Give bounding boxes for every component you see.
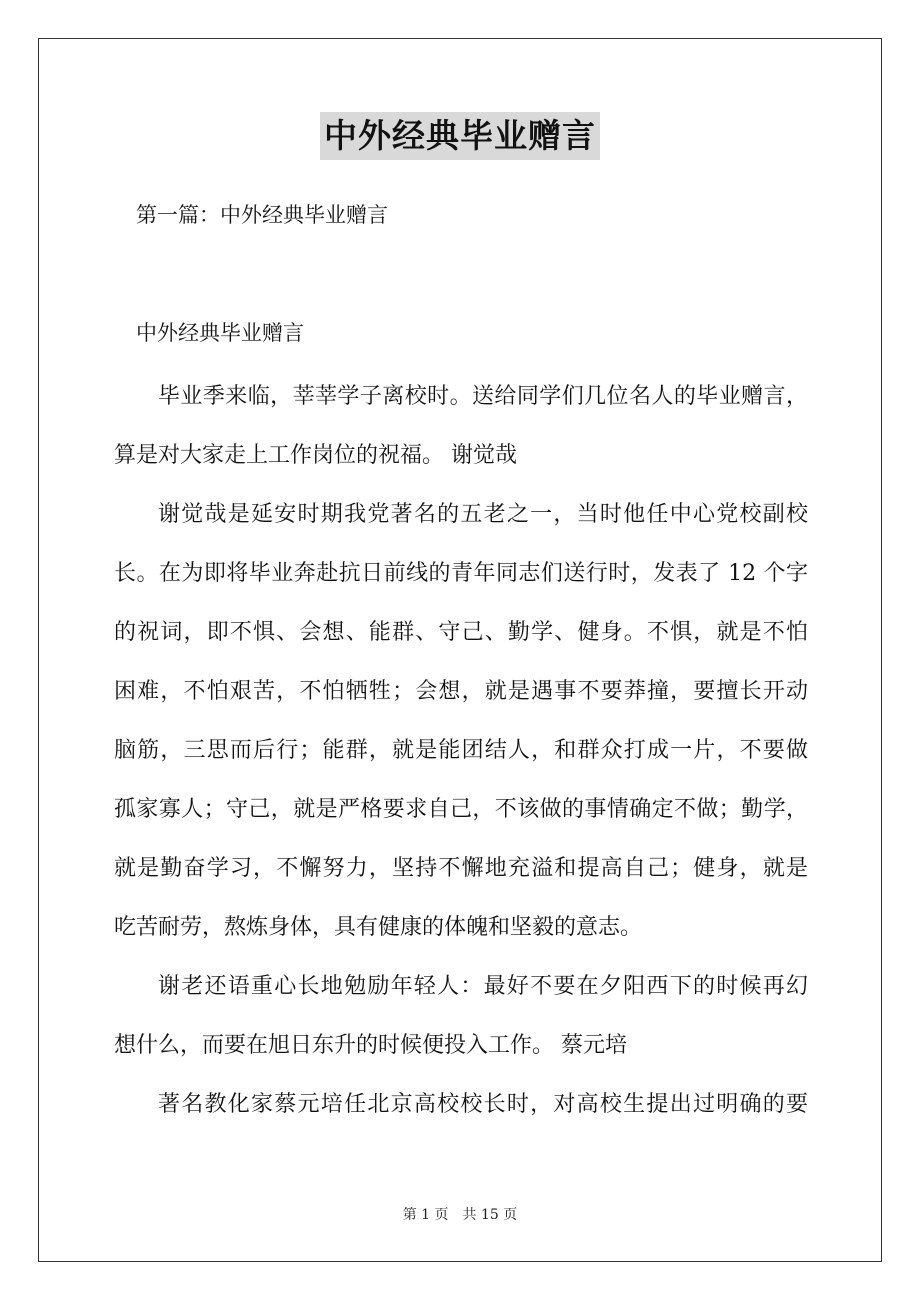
- paragraph-line: 想什么，而要在旭日东升的时候便投入工作。 蔡元培: [114, 1033, 627, 1058]
- paragraph: [114, 1082, 808, 1141]
- section-heading: 第一篇：中外经典毕业赠言: [136, 203, 388, 227]
- section-subtitle: 中外经典毕业赠言: [136, 321, 304, 345]
- paragraph-line: 孤家寡人；守己，就是严格要求自己，不该做的事情确定不做；勤学，: [114, 797, 808, 822]
- paragraph-line: 著名教化家蔡元培任北京高校校长时，对高校生提出过明确的要: [158, 1092, 808, 1117]
- paragraph-line: 的祝词，即不惧、会想、能群、守己、勤学、健身。不惧，就是不怕: [114, 620, 808, 645]
- paragraph-line: 算是对大家走上工作岗位的祝福。 谢觉哉: [114, 443, 517, 468]
- paragraph: [114, 492, 808, 964]
- paragraph-line: 就是勤奋学习，不懈努力，坚持不懈地充溢和提高自己；健身，就是: [114, 856, 808, 881]
- paragraph-line: 毕业季来临，莘莘学子离校时。送给同学们几位名人的毕业赠言，: [158, 384, 808, 409]
- paragraph-line: 脑筋，三思而后行；能群，就是能团结人，和群众打成一片，不要做: [114, 738, 808, 763]
- document-title: 中外经典毕业赠言: [320, 112, 600, 160]
- paragraph: [114, 374, 808, 492]
- title-container: [0, 112, 920, 160]
- page-footer: 第 1 页 共 15 页: [402, 1207, 518, 1223]
- document-body: [114, 374, 808, 1141]
- paragraph: [114, 964, 808, 1082]
- paragraph-line: 长。在为即将毕业奔赴抗日前线的青年同志们送行时，发表了 12 个字: [114, 561, 808, 586]
- paragraph-line: 谢老还语重心长地勉励年轻人：最好不要在夕阳西下的时候再幻: [158, 974, 808, 999]
- paragraph-line: 谢觉哉是延安时期我党著名的五老之一，当时他任中心党校副校: [158, 502, 808, 527]
- paragraph-line: 吃苦耐劳，熬炼身体，具有健康的体魄和坚毅的意志。: [114, 915, 643, 940]
- paragraph-line: 困难，不怕艰苦，不怕牺牲；会想，就是遇事不要莽撞，要擅长开动: [114, 679, 808, 704]
